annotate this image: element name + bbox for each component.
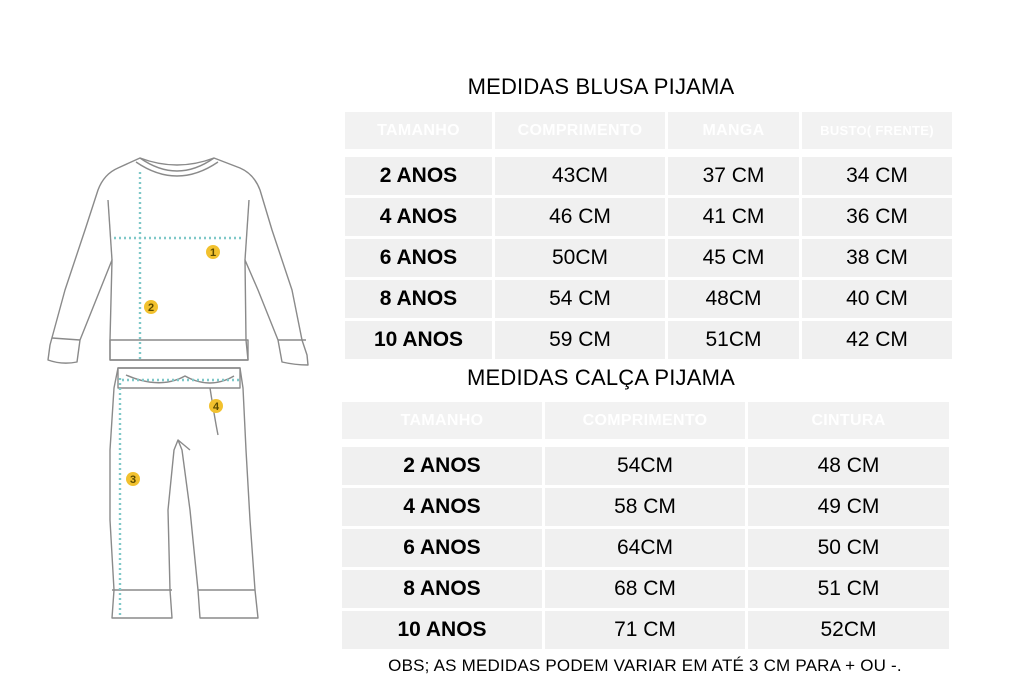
manga-cell: 51CM — [668, 321, 799, 359]
table-row — [342, 570, 949, 608]
comprimento-cell: 54 CM — [495, 280, 665, 318]
table-row — [345, 157, 952, 195]
busto-cell: 34 CM — [802, 157, 952, 195]
table-row — [345, 239, 952, 277]
comprimento-cell: 46 CM — [495, 198, 665, 236]
pajama-illustration — [40, 150, 315, 625]
comprimento-cell: 54CM — [545, 447, 745, 485]
pants-outline — [110, 368, 258, 618]
cintura-cell: 51 CM — [748, 570, 949, 608]
cintura-cell: 50 CM — [748, 529, 949, 567]
measurement-note: OBS; AS MEDIDAS PODEM VARIAR EM ATÉ 3 CM PARA + OU -. — [388, 656, 902, 675]
comprimento-cell: 43CM — [495, 157, 665, 195]
comprimento-cell: 59 CM — [495, 321, 665, 359]
size-cell: 2 ANOS — [345, 157, 492, 195]
table-header-row — [345, 112, 952, 149]
table-row — [345, 198, 952, 236]
cintura-cell: 49 CM — [748, 488, 949, 526]
size-cell: 4 ANOS — [342, 488, 542, 526]
size-cell: 2 ANOS — [342, 447, 542, 485]
marker-4 — [209, 399, 223, 413]
svg-text:3: 3 — [129, 474, 137, 486]
size-cell: 8 ANOS — [342, 570, 542, 608]
manga-cell: 37 CM — [668, 157, 799, 195]
size-cell: 6 ANOS — [342, 529, 542, 567]
blusa-size-table — [342, 109, 955, 362]
size-cell: 8 ANOS — [345, 280, 492, 318]
table-row — [342, 611, 949, 649]
table-row — [342, 529, 949, 567]
comprimento-cell: 71 CM — [545, 611, 745, 649]
cintura-cell: 52CM — [748, 611, 949, 649]
size-cell: 10 ANOS — [342, 611, 542, 649]
size-cell: 4 ANOS — [345, 198, 492, 236]
size-cell: 10 ANOS — [345, 321, 492, 359]
comprimento-cell: 58 CM — [545, 488, 745, 526]
calca-title: MEDIDAS CALÇA PIJAMA — [466, 365, 736, 390]
header-tamanho: TAMANHO — [345, 112, 492, 149]
size-cell: 6 ANOS — [345, 239, 492, 277]
table-row — [342, 488, 949, 526]
manga-cell: 48CM — [668, 280, 799, 318]
blusa-title: MEDIDAS BLUSA PIJAMA — [467, 74, 735, 99]
comprimento-cell: 64CM — [545, 529, 745, 567]
table-row — [342, 447, 949, 485]
header-busto: BUSTO( FRENTE) — [802, 112, 952, 149]
busto-cell: 38 CM — [802, 239, 952, 277]
sweatshirt-outline — [48, 158, 308, 365]
table-row — [345, 321, 952, 359]
marker-1 — [206, 245, 220, 259]
marker-2 — [144, 300, 158, 314]
marker-3 — [126, 472, 140, 486]
manga-cell: 45 CM — [668, 239, 799, 277]
comprimento-cell: 50CM — [495, 239, 665, 277]
cintura-cell: 48 CM — [748, 447, 949, 485]
manga-cell: 41 CM — [668, 198, 799, 236]
table-row — [345, 280, 952, 318]
header-comprimento: COMPRIMENTO — [495, 112, 665, 149]
busto-cell: 36 CM — [802, 198, 952, 236]
busto-cell: 42 CM — [802, 321, 952, 359]
table-header-row — [342, 402, 949, 439]
svg-text:1: 1 — [209, 247, 217, 259]
header-cintura: CINTURA — [748, 402, 949, 439]
header-comprimento: COMPRIMENTO — [545, 402, 745, 439]
busto-cell: 40 CM — [802, 280, 952, 318]
comprimento-cell: 68 CM — [545, 570, 745, 608]
svg-text:4: 4 — [212, 401, 220, 413]
svg-text:2: 2 — [147, 302, 155, 314]
calca-size-table — [339, 399, 952, 652]
header-tamanho: TAMANHO — [342, 402, 542, 439]
header-manga: MANGA — [668, 112, 799, 149]
